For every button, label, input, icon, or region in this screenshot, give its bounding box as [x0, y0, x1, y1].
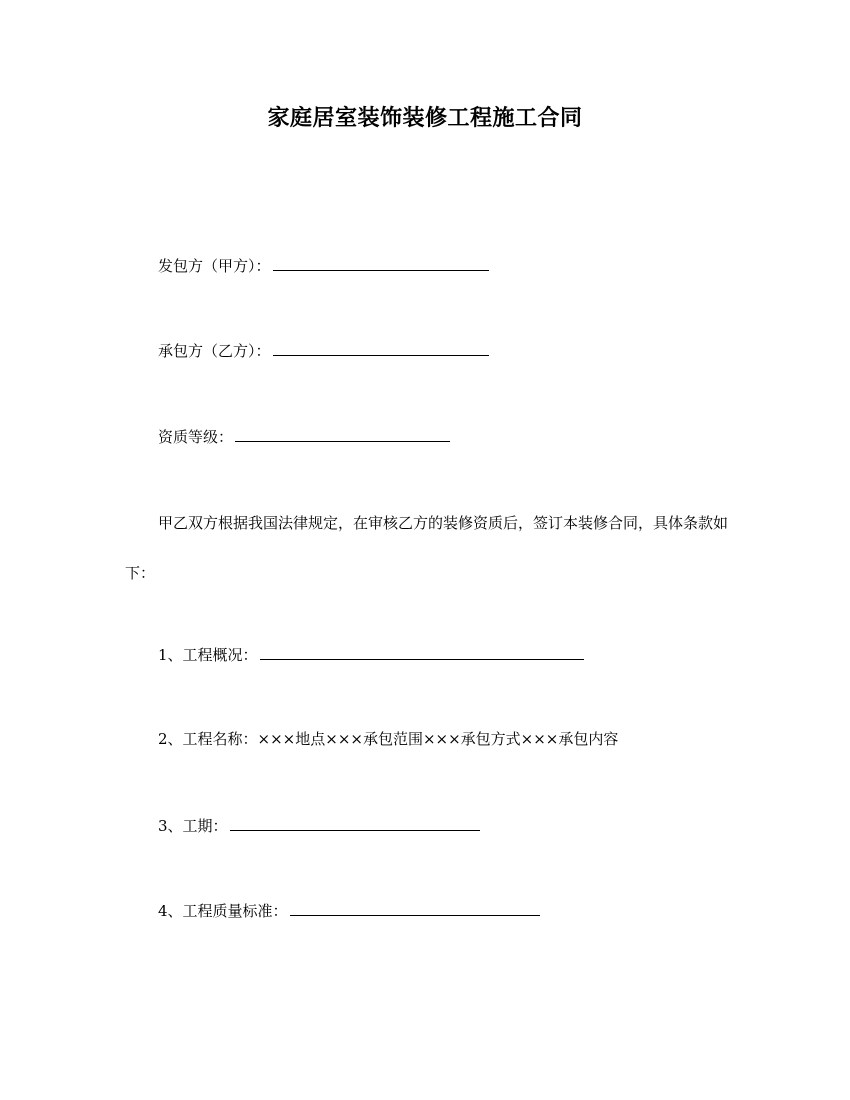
item-1-label: 1、工程概况： [158, 646, 258, 664]
item-3-blank[interactable] [230, 812, 480, 831]
item-3-label: 3、工期： [158, 817, 228, 835]
item-3-line [158, 812, 480, 839]
party-a-label: 发包方（甲方）： [158, 257, 271, 275]
party-a-blank[interactable] [273, 252, 489, 271]
qualification-blank[interactable] [235, 423, 450, 442]
item-4-label: 4、工程质量标准： [158, 902, 288, 920]
item-4-blank[interactable] [290, 897, 540, 916]
intro-paragraph: 甲乙双方根据我国法律规定，在审核乙方的装修资质后，签订本装修合同，具体条款如下： [125, 514, 729, 582]
item-1-line [158, 641, 584, 668]
party-b-line [158, 337, 489, 364]
item-4-line [158, 897, 540, 924]
party-b-label: 承包方（乙方）： [158, 342, 271, 360]
item-1-blank[interactable] [260, 641, 584, 660]
item-2-label: 2、工程名称：×××地点×××承包范围×××承包方式×××承包内容 [158, 730, 619, 748]
contract-title: 家庭居室装饰装修工程施工合同 [267, 105, 583, 131]
item-2-line [158, 726, 618, 752]
party-b-blank[interactable] [273, 337, 489, 356]
qualification-line [158, 423, 450, 450]
party-a-line [158, 252, 489, 279]
qualification-label: 资质等级： [158, 428, 234, 446]
